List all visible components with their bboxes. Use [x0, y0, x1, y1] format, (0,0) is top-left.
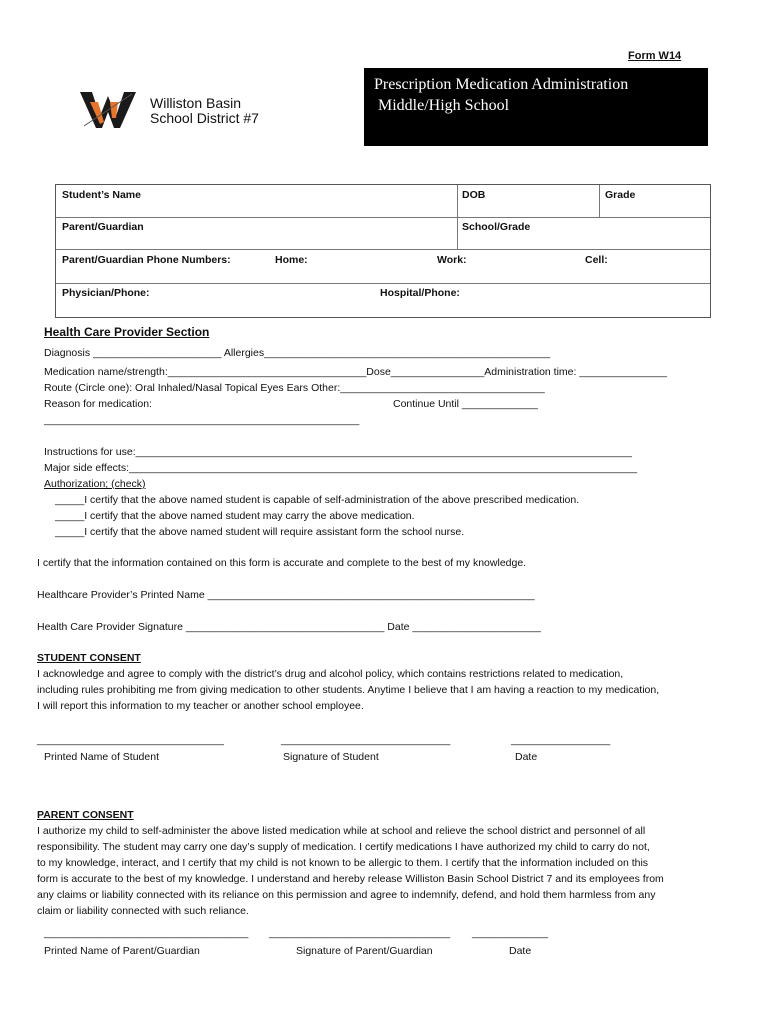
district-name-line1: Williston Basin	[150, 95, 242, 111]
auth-requires-nurse[interactable]: _____I certify that the above named student will require assistant form the school nurse.	[55, 526, 465, 538]
provider-signature-line[interactable]: Health Care Provider Signature __________________________________ Date ______________________	[37, 621, 541, 633]
provider-printed-name-line[interactable]: Healthcare Provider’s Printed Name ________________________________________________________	[37, 589, 535, 601]
diagnosis-allergies-line[interactable]: Diagnosis ______________________ Allergies_________________________________________________	[44, 347, 551, 359]
district-name-line2: School District #7	[150, 110, 259, 126]
parent-printed-name-blank[interactable]: ___________________________________	[44, 927, 249, 939]
home-phone-label[interactable]: Home:	[275, 254, 308, 266]
parent-guardian-label[interactable]: Parent/Guardian	[62, 221, 144, 233]
authorization-label: Authorization; (check)	[44, 478, 146, 490]
student-consent-heading: STUDENT CONSENT	[37, 652, 141, 664]
parent-consent-text-6: claim or liability connected with such reliance.	[37, 905, 249, 917]
work-phone-label[interactable]: Work:	[437, 254, 467, 266]
student-info-table	[55, 184, 711, 318]
medication-dose-line[interactable]: Medication name/strength:__________________________________Dose________________Administration time: _______________	[44, 366, 667, 378]
student-signature-blank[interactable]: _____________________________	[281, 734, 451, 746]
hospital-phone-label[interactable]: Hospital/Phone:	[380, 287, 460, 299]
parent-date-label: Date	[509, 945, 532, 957]
district-logo-icon	[80, 88, 136, 130]
parent-consent-text-5: any claims or liability connected with its reliance on this permission and agree to indemnify, defend, and hold them harmless from any	[37, 889, 656, 901]
form-title-line1: Prescription Medication Administration	[374, 76, 629, 93]
parent-signature-blank[interactable]: _______________________________	[269, 927, 451, 939]
parent-signature-label: Signature of Parent/Guardian	[296, 945, 433, 957]
student-date-blank[interactable]: _________________	[511, 734, 611, 746]
phone-numbers-label: Parent/Guardian Phone Numbers:	[62, 254, 231, 266]
parent-consent-text-4: form is accurate to the best of my knowledge. I understand and hereby release Williston Basin School District 7 and its employees from	[37, 873, 664, 885]
dob-label[interactable]: DOB	[462, 189, 486, 201]
auth-self-administration[interactable]: _____I certify that the above named student is capable of self-administration of the above prescribed medication.	[55, 494, 580, 506]
auth-may-carry[interactable]: _____I certify that the above named student may carry the above medication.	[55, 510, 415, 522]
student-signature-label: Signature of Student	[283, 751, 379, 763]
district-name	[150, 96, 259, 126]
form-id: Form W14	[628, 50, 682, 62]
district-logo	[80, 88, 136, 133]
side-effects-line[interactable]: Major side effects:_______________________________________________________________________________________	[44, 462, 638, 474]
parent-consent-heading: PARENT CONSENT	[37, 809, 134, 821]
student-consent-text-2: including rules prohibiting me from giving medication to other students. Anytime I believe that I am having a reaction to my medication,	[37, 684, 660, 696]
reason-label: Reason for medication:	[44, 398, 152, 410]
form-title-box	[364, 68, 708, 146]
parent-consent-text-1: I authorize my child to self-administer the above listed medication while at school and relieve the school district and personnel of all	[37, 825, 646, 837]
student-printed-name-blank[interactable]: ________________________________	[37, 734, 224, 746]
student-printed-name-label: Printed Name of Student	[44, 751, 159, 763]
parent-consent-text-3: to my knowledge, interact, and I certify that my child is not known to be allergic to them. I certify that the information included on this	[37, 857, 649, 869]
physician-phone-label[interactable]: Physician/Phone:	[62, 287, 150, 299]
parent-printed-name-label: Printed Name of Parent/Guardian	[44, 945, 200, 957]
school-grade-label[interactable]: School/Grade	[462, 221, 531, 233]
instructions-line[interactable]: Instructions for use:_____________________________________________________________________________________	[44, 446, 632, 458]
students-name-label[interactable]: Student’s Name	[62, 189, 141, 201]
student-consent-text-1: I acknowledge and agree to comply with the district’s drug and alcohol policy, which contains restrictions related to medication,	[37, 668, 624, 680]
student-date-label: Date	[515, 751, 538, 763]
route-line[interactable]: Route (Circle one): Oral Inhaled/Nasal Topical Eyes Ears Other:___________________________________	[44, 382, 545, 394]
continue-until-line[interactable]: Continue Until _____________	[393, 398, 538, 410]
grade-label[interactable]: Grade	[605, 189, 636, 201]
parent-consent-text-2: responsibility. The student may carry one day’s supply of medication. I certify medications I have authorized my child to carry do not,	[37, 841, 650, 853]
provider-section-heading: Health Care Provider Section	[44, 325, 210, 339]
student-consent-text-3: I will report this information to my teacher or another school employee.	[37, 700, 364, 712]
reason-blank-line[interactable]: ______________________________________________________	[44, 414, 360, 426]
cell-phone-label[interactable]: Cell:	[585, 254, 608, 266]
parent-date-blank[interactable]: _____________	[472, 927, 548, 939]
certify-statement: I certify that the information contained on this form is accurate and complete to the best of my knowledge.	[37, 557, 527, 569]
form-title-line2: Middle/High School	[378, 97, 510, 114]
